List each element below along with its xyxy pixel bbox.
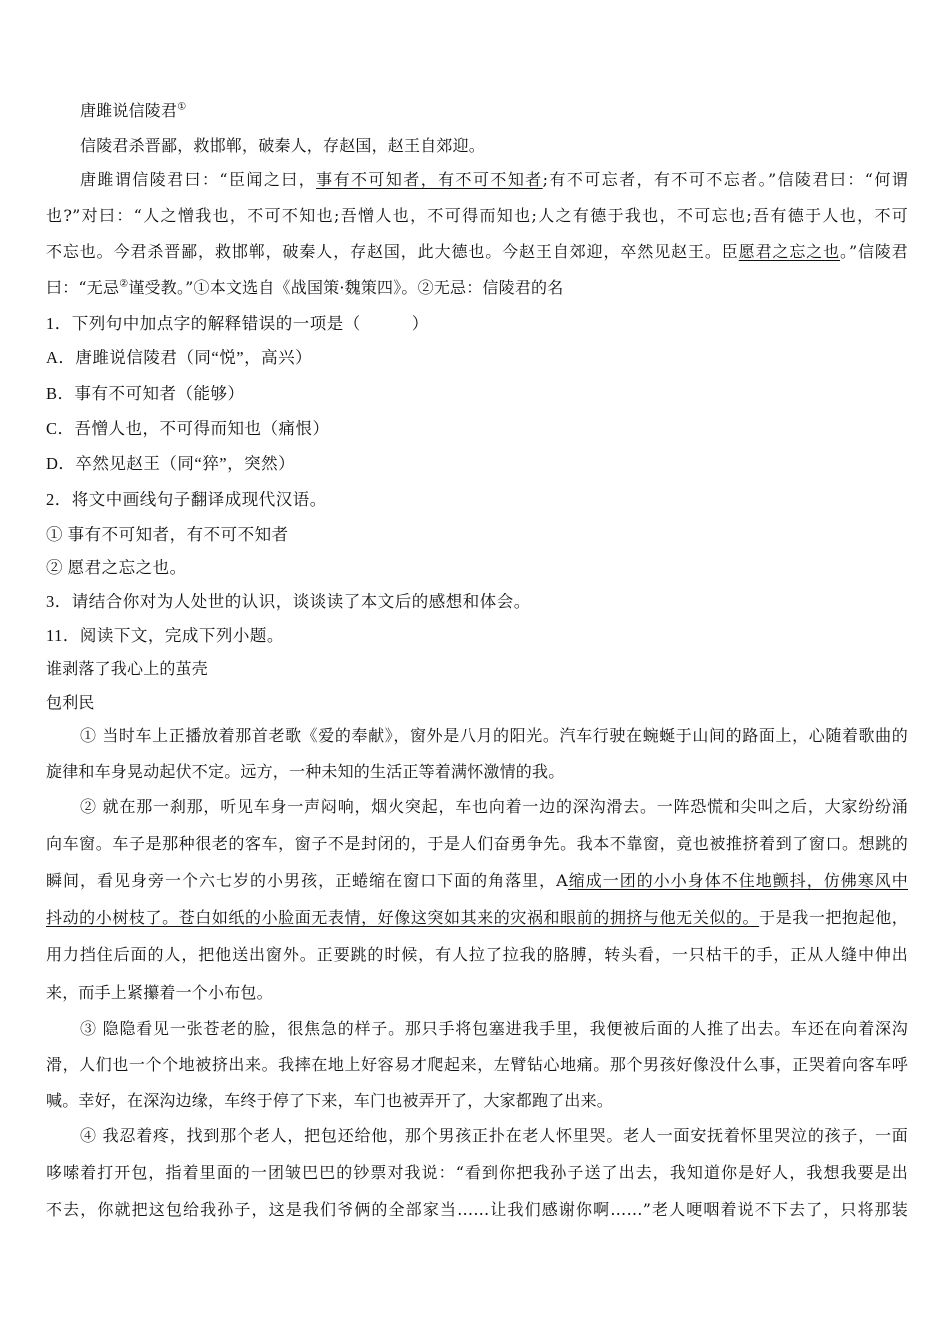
passage2-para2-line2: 向车窗。车子是那种很老的客车，窗子不是封闭的，于是人们奋勇争先。我本不靠窗，竟也被推挤着到了窗口。想跳的: [46, 834, 908, 853]
passage1-para2-line3: [46, 242, 908, 262]
question-2-item-2: ② 愿君之忘之也。: [46, 558, 187, 577]
underlined-sentence-1: 事有不可知者，有不可不知者: [316, 170, 543, 189]
question-2: 2．将文中画线句子翻译成现代汉语。: [46, 490, 327, 509]
passage2-title: 谁剥落了我心上的茧壳: [46, 659, 209, 678]
question-1-option-d: D．卒然见赵王（同“猝”，突然）: [46, 454, 296, 473]
passage2-para3-line3: 喊。幸好，在深沟边缘，车终于停了下来，车门也被弄开了，大家都跑了出来。: [46, 1091, 614, 1110]
passage2-para1-line1: ① 当时车上正播放着那首老歌《爱的奉献》，窗外是八月的阳光。汽车行驶在蜿蜒于山间的路面上，心随着歌曲的: [80, 726, 908, 745]
passage2-para4-line2: 哆嗦着打开包，指着里面的一团皱巴巴的钞票对我说：“看到你把我孙子送了出去，我知道你是好人，我想我要是出: [46, 1163, 908, 1182]
passage2-para2-line6: 来，而手上紧攥着一个小布包。: [46, 983, 273, 1002]
question-3: 3．请结合你对为人处世的认识，谈谈读了本文后的感想和体会。: [46, 592, 531, 611]
text-segment: 于是我一把抱起他，: [759, 908, 908, 927]
passage2-para3-line2: 滑，人们也一个个地被挤出来。我摔在地上好容易才爬起来，左臂钻心地痛。那个男孩好像没什么事，正哭着向客车呼: [46, 1055, 908, 1074]
passage1-title-text: 唐雎说信陵君: [80, 101, 178, 120]
passage1-para2-line4: [46, 278, 908, 298]
passage1-title: [80, 101, 908, 121]
passage2-para4-line1: ④ 我忍着疼，找到那个老人，把包还给他，那个男孩正扑在老人怀里哭。老人一面安抚着怀里哭泣的孩子，一面: [80, 1126, 908, 1145]
text-segment: 。”信陵君: [840, 242, 909, 261]
passage2-author: 包利民: [46, 693, 95, 712]
question-1-option-c: C．吾憎人也，不可得而知也（痛恨）: [46, 419, 330, 438]
underlined-sentence-a-cont: 抖动的小树枝了。苍白如纸的小脸面无表情，好像这突如其来的灾祸和眼前的拥挤与他无关似的。: [46, 908, 760, 927]
passage1-para2-line1: [80, 170, 908, 190]
passage2-para2-line1: ② 就在那一刹那，听见车身一声闷响，烟火突起，车也向着一边的深沟滑去。一阵恐慌和尖叫之后，大家纷纷涌: [80, 797, 908, 816]
passage2-para2-line4: [46, 908, 908, 928]
question-11: 11．阅读下文，完成下列小题。: [46, 626, 284, 645]
footnote-mark: ②: [119, 278, 129, 290]
passage2-para4-line3: 不去，你就把这包给我孙子，这是我们爷俩的全部家当……让我们感谢你啊……”老人哽咽着说不下去了，只将那装: [46, 1200, 908, 1219]
text-segment: 唐雎谓信陵君曰：“臣闻之曰，: [80, 170, 317, 189]
question-1-option-a: A．唐雎说信陵君（同“悦”，高兴）: [46, 348, 313, 367]
text-segment: 瞬间，看见身旁一个六七岁的小男孩，正蜷缩在窗口下面的角落里，A: [46, 871, 568, 890]
passage2-para1-line2: 旋律和车身晃动起伏不定。远方，一种未知的生活正等着满怀激情的我。: [46, 762, 565, 781]
question-2-item-1: ① 事有不可知者，有不可不知者: [46, 525, 289, 544]
question-1: 1．下列句中加点字的解释错误的一项是（ ）: [46, 314, 429, 333]
underlined-sentence-a: 缩成一团的小小身体不住地颤抖，仿佛寒风中: [567, 871, 908, 890]
passage2-para3-line1: ③ 隐隐看见一张苍老的脸，很焦急的样子。那只手将包塞进我手里，我便被后面的人推了出去。车还在向着深沟: [80, 1019, 908, 1038]
text-segment: 曰：“无忌: [46, 278, 120, 297]
text-segment: ;有不可忘者，有不可不忘者。”信陵君曰：“何谓: [542, 170, 908, 189]
passage2-para2-line3: [46, 871, 908, 891]
passage1-line: 信陵君杀晋鄙，救邯郸，破秦人，存赵国，赵王自郊迎。: [80, 136, 486, 155]
passage2-para2-line5: 用力挡住后面的人，把他送出窗外。正要跳的时候，有人拉了拉我的胳膊，转头看，一只枯干的手，正从人缝中伸出: [46, 945, 908, 964]
footnote-mark: ①: [177, 101, 187, 113]
passage1-para2-line2: 也?”对曰：“人之憎我也，不可不知也;吾憎人也，不可得而知也;人之有德于我也，不可忘也;吾有德于人也，不可: [46, 206, 908, 225]
underlined-sentence-2: 愿君之忘之也: [738, 242, 841, 261]
text-segment: 不忘也。今君杀晋鄙，救邯郸，破秦人，存赵国，此大德也。今赵王自郊迎，卒然见赵王。臣: [46, 242, 739, 261]
text-segment: 谨受教。”①本文选自《战国策·魏策四》。②无忌：信陵君的名: [128, 278, 564, 297]
question-1-option-b: B．事有不可知者（能够）: [46, 384, 245, 403]
